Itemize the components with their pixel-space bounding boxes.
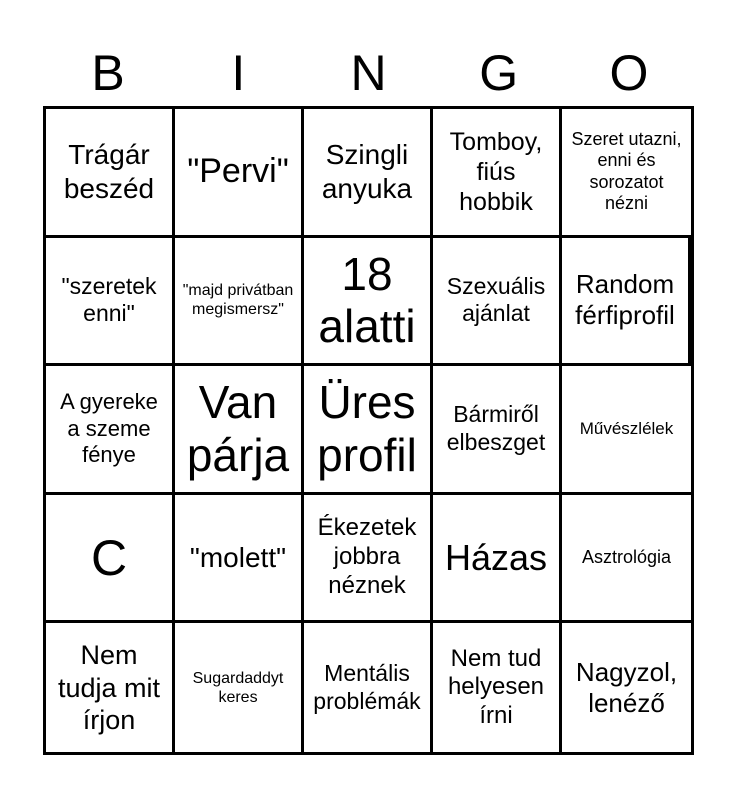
bingo-header — [43, 40, 694, 106]
bingo-cell[interactable]: Üres profil — [304, 366, 433, 495]
bingo-cell[interactable]: Asztrológia — [562, 495, 691, 624]
bingo-board — [43, 106, 694, 755]
bingo-cell[interactable]: Nagyzol, lenéző — [575, 656, 678, 718]
bingo-cell[interactable]: "molett" — [175, 495, 304, 624]
bingo-cell[interactable]: Művészlélek — [562, 366, 691, 495]
bingo-cell[interactable]: A gyereke a szeme fénye — [46, 366, 175, 495]
bingo-cell[interactable]: Szeret utazni, enni és sorozatot nézni — [562, 109, 691, 238]
bingo-cell[interactable]: Van párja — [175, 366, 304, 495]
bingo-cell[interactable]: "szeretek enni" — [46, 238, 175, 367]
bingo-cell[interactable]: "Pervi" — [175, 109, 304, 238]
bingo-cell[interactable]: Trágár beszéd — [46, 109, 175, 238]
header-letter-n: N — [350, 45, 387, 101]
bingo-cell[interactable]: 18 alatti — [304, 238, 433, 367]
bingo-cell[interactable]: Bármiről elbeszget — [433, 366, 562, 495]
bingo-cell[interactable]: "majd privátban megismersz" — [175, 238, 304, 367]
header-letter-g: G — [479, 45, 519, 101]
bingo-cell[interactable]: Random férfiprofil — [562, 238, 691, 367]
bingo-cell[interactable]: Szexuális ajánlat — [433, 238, 562, 367]
bingo-cell[interactable]: Sugardaddyt keres — [175, 623, 304, 752]
bingo-cell[interactable]: Nem tud helyesen írni — [433, 623, 562, 752]
header-letter-o: O — [609, 45, 649, 101]
bingo-cell[interactable]: Szingli anyuka — [304, 109, 433, 238]
bingo-cell[interactable]: Ékezetek jobbra néznek — [304, 495, 433, 624]
bingo-cell[interactable]: Házas — [433, 495, 562, 624]
bingo-cell[interactable]: C — [46, 495, 175, 624]
header-letter-b: B — [91, 45, 125, 101]
bingo-cell[interactable]: Nem tudja mit írjon — [46, 623, 175, 752]
bingo-cell[interactable]: Tomboy, fiús hobbik — [433, 109, 562, 238]
header-letter-i: I — [231, 45, 246, 101]
bingo-cell[interactable]: Mentális problémák — [304, 623, 433, 752]
